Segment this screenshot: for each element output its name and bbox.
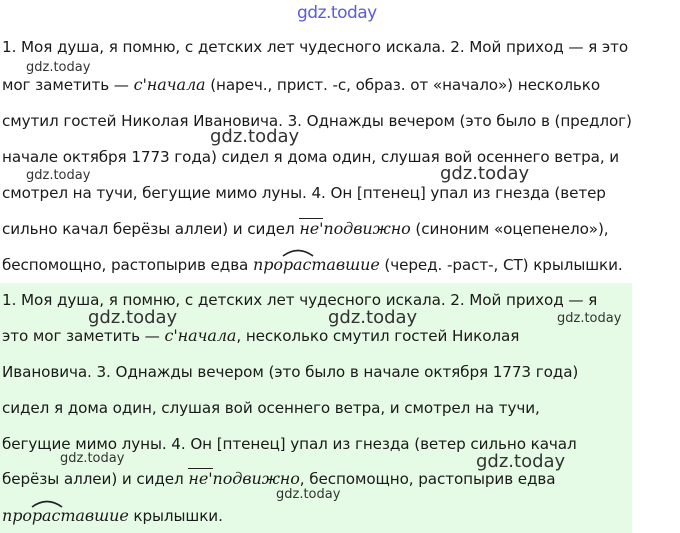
root-mark: рас bbox=[32, 506, 60, 526]
text-line: начале октября 1773 года) сидел я дома один, слушая вой осеннего ветра, и bbox=[2, 148, 620, 166]
prefix-overline: не' bbox=[299, 219, 324, 238]
site-watermark-header: gdz.today bbox=[297, 3, 377, 23]
watermark: gdz.today bbox=[26, 60, 91, 75]
handwritten-word: про раставшие bbox=[2, 506, 129, 526]
watermark: gdz.today bbox=[440, 163, 530, 184]
prefix-overline: не' bbox=[188, 469, 213, 488]
handwritten-word: про раставшие bbox=[253, 255, 380, 275]
text-line: берёзы аллеи) и сидел не'подвижно, беспомощно, растопырив едва bbox=[2, 469, 556, 488]
text-line: бегущие мимо луны. 4. Он [птенец] упал из гнезда (ветер сильно качал bbox=[2, 435, 577, 453]
watermark: gdz.today bbox=[60, 451, 125, 466]
text-line: это мог заметить — с'начала, несколько смутил гостей Николая bbox=[2, 326, 520, 345]
text-line: сильно качал берёзы аллеи) и сидел не'подвижно (синоним «оцепенело»), bbox=[2, 219, 609, 238]
handwritten-word: не'подвижно bbox=[299, 219, 411, 238]
handwritten-word: с'начала bbox=[133, 75, 206, 94]
text-line: смутил гостей Николая Ивановича. 3. Однажды вечером (это было в (предлог) bbox=[2, 112, 632, 130]
handwritten-word: с'начала bbox=[164, 326, 237, 345]
watermark: gdz.today bbox=[557, 311, 622, 326]
handwritten-word: не'подвижно bbox=[188, 469, 300, 488]
watermark: gdz.today bbox=[26, 168, 91, 183]
root-arc-icon bbox=[30, 498, 64, 508]
text-line: Ивановича. 3. Однажды вечером (это было в начале октября 1773 года) bbox=[2, 363, 579, 381]
root-mark: рас bbox=[283, 255, 311, 275]
text-line: мог заметить — с'начала (нареч., прист. -с, образ. от «начало») несколько bbox=[2, 75, 601, 94]
text-line: беспомощно, растопырив едва про раставшие (черед. -раст-, СТ) крылышки. bbox=[2, 255, 623, 275]
root-arc-icon bbox=[281, 247, 315, 257]
text-line: сидел я дома один, слушая вой осеннего ветра, и смотрел на тучи, bbox=[2, 399, 540, 417]
watermark: gdz.today bbox=[210, 126, 300, 147]
watermark: gdz.today bbox=[476, 451, 566, 472]
text-line: 1. Моя душа, я помню, с детских лет чудесного искала. 2. Мой приход — я это bbox=[2, 38, 629, 56]
watermark: gdz.today bbox=[88, 307, 178, 328]
watermark: gdz.today bbox=[276, 487, 341, 502]
text-line: про раставшие крылышки. bbox=[2, 506, 223, 526]
text-line: 1. Моя душа, я помню, с детских лет чудесного искала. 2. Мой приход — я bbox=[2, 291, 598, 309]
watermark: gdz.today bbox=[328, 307, 418, 328]
text-line: смотрел на тучи, бегущие мимо луны. 4. Он [птенец] упал из гнезда (ветер bbox=[2, 184, 606, 202]
